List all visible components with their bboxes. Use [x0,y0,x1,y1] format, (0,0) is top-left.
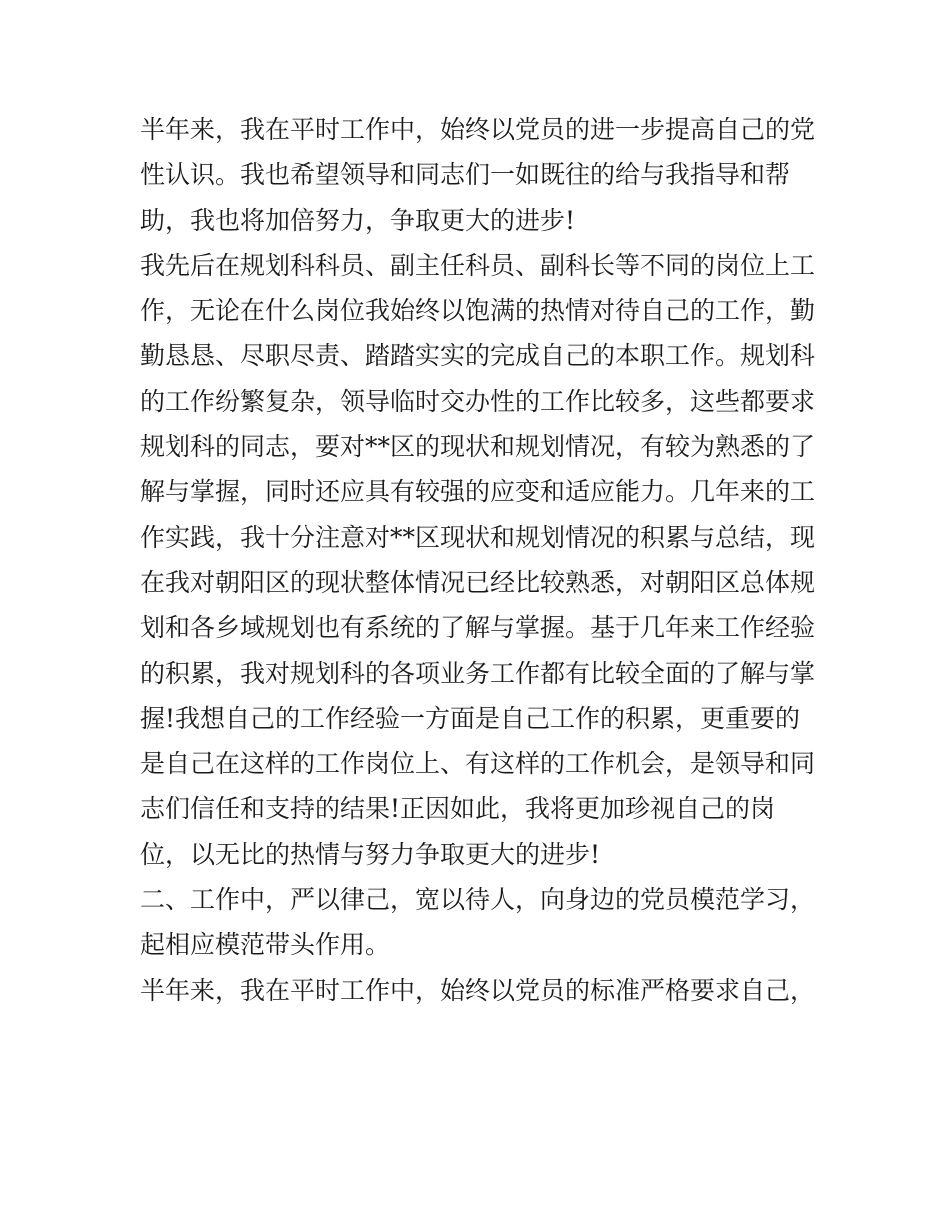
text-line: 二、工作中，严以律己，宽以待人，向身边的党员模范学习， [140,885,816,915]
text-line: 在我对朝阳区的现状整体情况已经比较熟悉，对朝阳区总体规 [140,567,816,597]
text-line: 性认识。我也希望领导和同志们一如既往的给与我指导和帮 [140,160,791,190]
paragraph-1 [140,107,820,243]
text-line: 是自己在这样的工作岗位上、有这样的工作机会，是领导和同 [140,749,816,779]
text-line: 作实践，我十分注意对**区现状和规划情况的积累与总结，现 [140,522,816,552]
text-line: 解与掌握，同时还应具有较强的应变和适应能力。几年来的工 [140,477,816,507]
text-line: 的积累，我对规划科的各项业务工作都有比较全面的了解与掌 [140,658,816,688]
text-line: 勤恳恳、尽职尽责、踏踏实实的完成自己的本职工作。规划科 [140,341,816,371]
text-line: 半年来，我在平时工作中，始终以党员的进一步提高自己的党 [140,115,816,144]
paragraph-4 [140,968,820,1013]
text-line: 的工作纷繁复杂，领导临时交办性的工作比较多，这些都要求 [140,386,816,416]
text-line: 握!我想自己的工作经验一方面是自己工作的积累，更重要的 [140,703,801,733]
text-line: 划和各乡域规划也有系统的了解与掌握。基于几年来工作经验 [140,613,816,643]
text-line: 志们信任和支持的结果!正因如此，我将更加珍视自己的岗 [140,794,776,824]
text-line: 我先后在规划科科员、副主任科员、副科长等不同的岗位上工 [140,250,816,280]
text-line: 作，无论在什么岗位我始终以饱满的热情对待自己的工作，勤 [140,296,816,326]
text-line: 位，以无比的热情与努力争取更大的进步! [140,839,601,869]
text-line: 规划科的同志，要对**区的现状和规划情况，有较为熟悉的了 [140,432,816,462]
document-body [140,107,820,1013]
text-line: 半年来，我在平时工作中，始终以党员的标准严格要求自己， [140,975,816,1005]
text-line: 助，我也将加倍努力，争取更大的进步! [140,205,576,235]
text-line: 起相应模范带头作用。 [140,930,391,960]
paragraph-3 [140,877,820,968]
paragraph-2 [140,243,820,877]
